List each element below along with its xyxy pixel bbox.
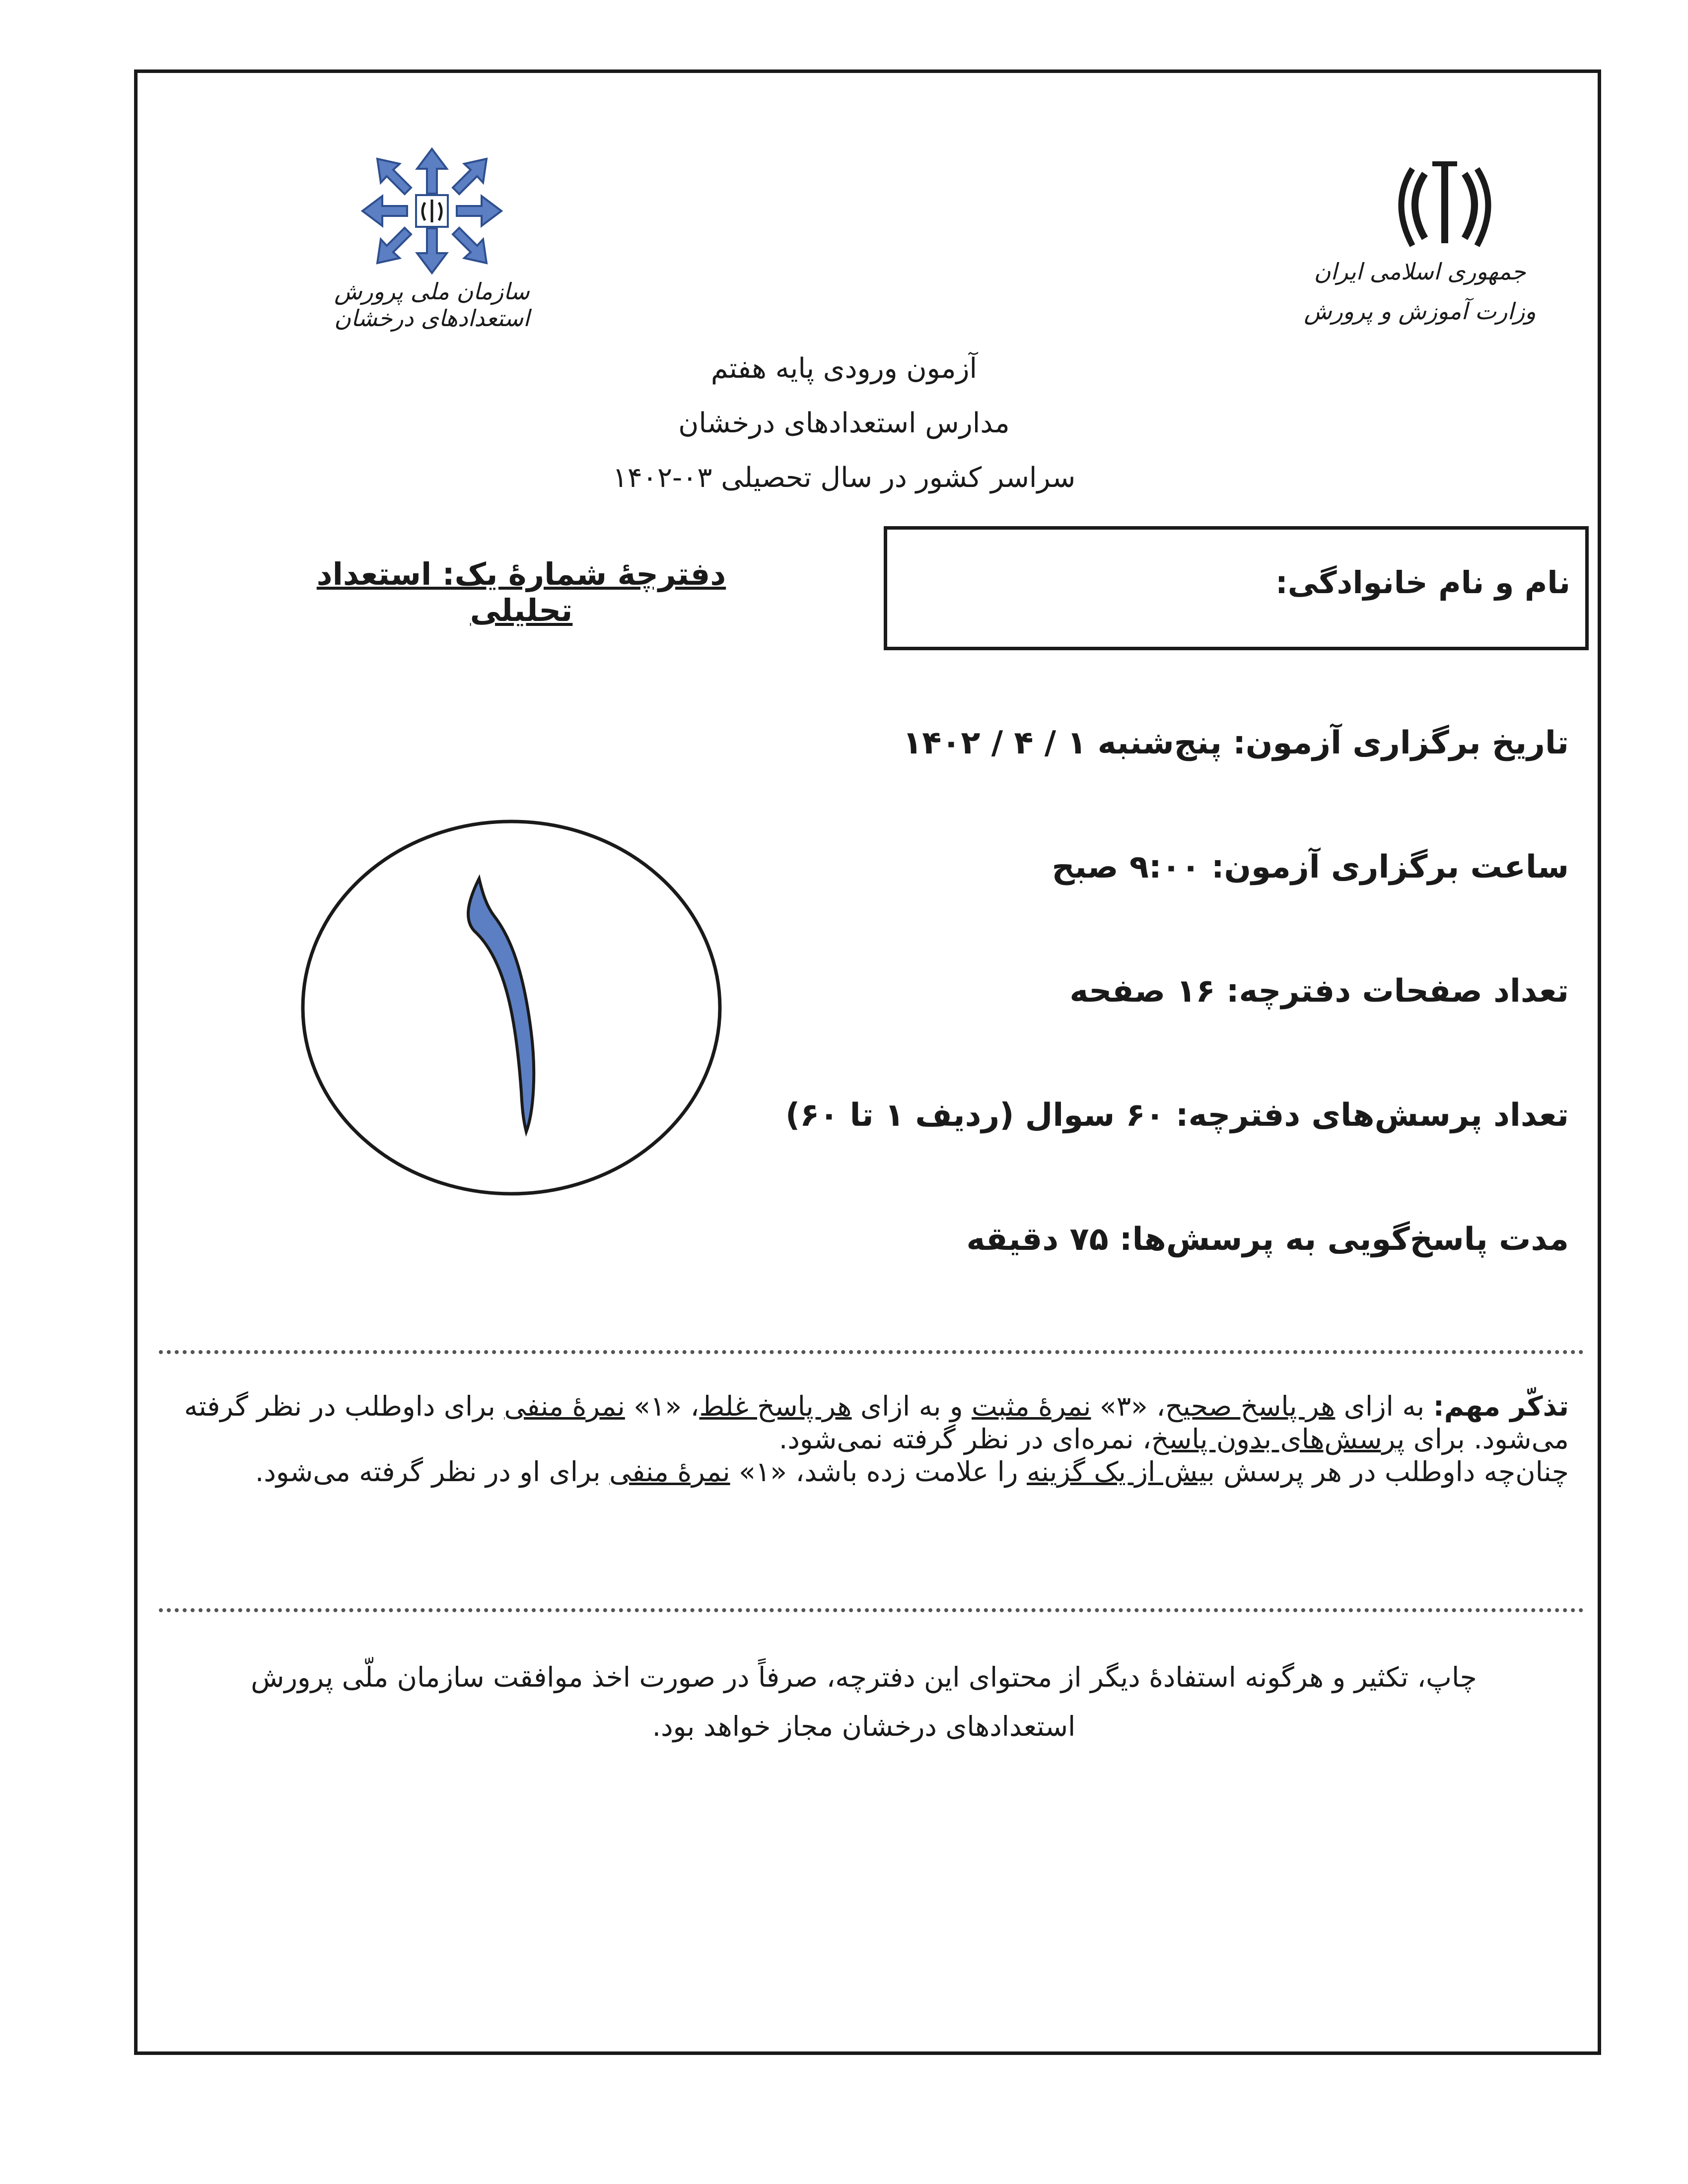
exam-title: آزمون ورودی پایه هفتم	[710, 352, 978, 385]
note-paragraph-2: چنان‌چه داوطلب در هر پرسش بیش از یک گزینه را علامت زده باشد، «۱» نمرهٔ منفی برای او در نظر گرفته می‌شود.	[255, 1456, 1569, 1488]
exam-year: سراسر کشور در سال تحصیلی ۰۳-۱۴۰۲	[612, 462, 1076, 494]
question-count: تعداد پرسش‌های دفترچه: ۶۰ سوال (ردیف ۱ تا ۶۰)	[785, 1097, 1569, 1134]
copyright-notice	[159, 1653, 1569, 1751]
important-note	[164, 1390, 1569, 1488]
name-field[interactable]	[884, 526, 1589, 650]
divider-top	[159, 1350, 1584, 1354]
emblem-caption-ministry: وزارت آموزش و پرورش	[1304, 298, 1536, 325]
iran-emblem-icon	[1390, 154, 1499, 253]
booklet-number-circle	[298, 814, 725, 1201]
booklet-label: دفترچهٔ شمارهٔ یک: استعداد تحلیلی	[316, 556, 726, 628]
copyright-line-1: چاپ، تکثیر و هرگونه استفادهٔ دیگر از محتوای این دفترچه، صرفاً در صورت اخذ موافقت سازمان ملّی پرورش	[251, 1661, 1477, 1693]
emblem-caption-republic: جمهوری اسلامی ایران	[1314, 258, 1526, 285]
exam-date: تاریخ برگزاری آزمون: پنج‌شنبه ۱ / ۴ / ۱۴۰۲	[903, 725, 1569, 761]
note-paragraph-1: تذکّر مهم: به ازای هر پاسخ صحیح، «۳» نمرهٔ مثبت و به ازای هر پاسخ غلط، «۱» نمرهٔ منفی برای داوطلب در نظر گرفته می‌شود. برای پرسش‌های بدون پاسخ، نمره‌ای در نظر گرفته نمی‌شود.	[184, 1390, 1569, 1455]
exam-time: ساعت برگزاری آزمون: ۹:۰۰ صبح	[1052, 849, 1569, 886]
exam-subtitle: مدارس استعدادهای درخشان	[678, 407, 1010, 439]
org-name-caption: سازمان ملی پرورش استعدادهای درخشان	[334, 278, 530, 332]
page-count: تعداد صفحات دفترچه: ۱۶ صفحه	[1069, 973, 1569, 1010]
org-logo-icon	[357, 144, 506, 278]
copyright-line-2: استعدادهای درخشان مجاز خواهد بود.	[652, 1710, 1076, 1742]
answer-duration: مدت پاسخ‌گویی به پرسش‌ها: ۷۵ دقیقه	[966, 1221, 1569, 1258]
name-label: نام و نام خانوادگی:	[1275, 564, 1570, 601]
divider-bottom	[159, 1608, 1584, 1612]
